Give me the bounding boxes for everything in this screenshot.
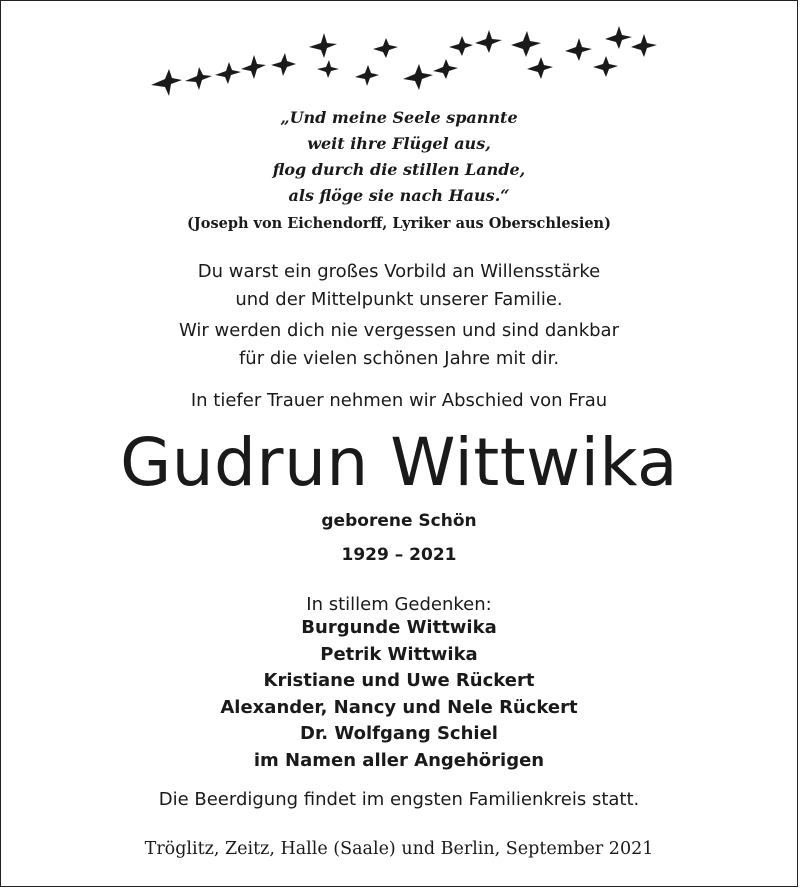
mourner-name: Petrik Wittwika bbox=[320, 643, 478, 665]
place-and-date: Tröglitz, Zeitz, Halle (Saale) und Berlin, September 2021 bbox=[144, 839, 654, 859]
maiden-name: geborene Schön bbox=[321, 511, 477, 531]
quote-source: (Joseph von Eichendorff, Lyriker aus Oberschlesien) bbox=[187, 215, 611, 232]
quote-line: weit ihre Flügel aus, bbox=[307, 134, 491, 153]
flying-birds-icon bbox=[141, 23, 661, 113]
tribute-line: für die vielen schönen Jahre mit dir. bbox=[238, 348, 560, 369]
tribute-paragraph-2 bbox=[1, 317, 797, 373]
quote-line: als flöge sie nach Haus.“ bbox=[288, 186, 510, 205]
quote-line: „Und meine Seele spannte bbox=[280, 108, 518, 127]
tribute-paragraph-1 bbox=[1, 258, 797, 314]
tribute-line: Du warst ein großes Vorbild an Willensstärke bbox=[197, 261, 601, 282]
mourner-name: Kristiane und Uwe Rückert bbox=[263, 670, 535, 692]
poem-quote bbox=[1, 105, 797, 209]
quote-line: flog durch die stillen Lande, bbox=[272, 160, 526, 179]
farewell-intro: In tiefer Trauer nehmen wir Abschied von Frau bbox=[190, 390, 608, 411]
tribute-line: Wir werden dich nie vergessen und sind dankbar bbox=[178, 320, 619, 341]
mourner-name: Dr. Wolfgang Schiel bbox=[300, 723, 498, 745]
life-years: 1929 – 2021 bbox=[341, 545, 457, 565]
mourner-name: im Namen aller Angehörigen bbox=[253, 749, 545, 771]
mourner-name: Burgunde Wittwika bbox=[301, 617, 497, 638]
tribute-line: und der Mittelpunkt unserer Familie. bbox=[235, 289, 563, 310]
funeral-note: Die Beerdigung findet im engsten Familienkreis statt. bbox=[158, 789, 640, 810]
deceased-name: Gudrun Wittwika bbox=[120, 424, 678, 501]
mourners-list bbox=[1, 615, 797, 775]
mourner-name: Alexander, Nancy und Nele Rückert bbox=[220, 696, 578, 718]
memory-label: In stillem Gedenken: bbox=[306, 594, 492, 615]
